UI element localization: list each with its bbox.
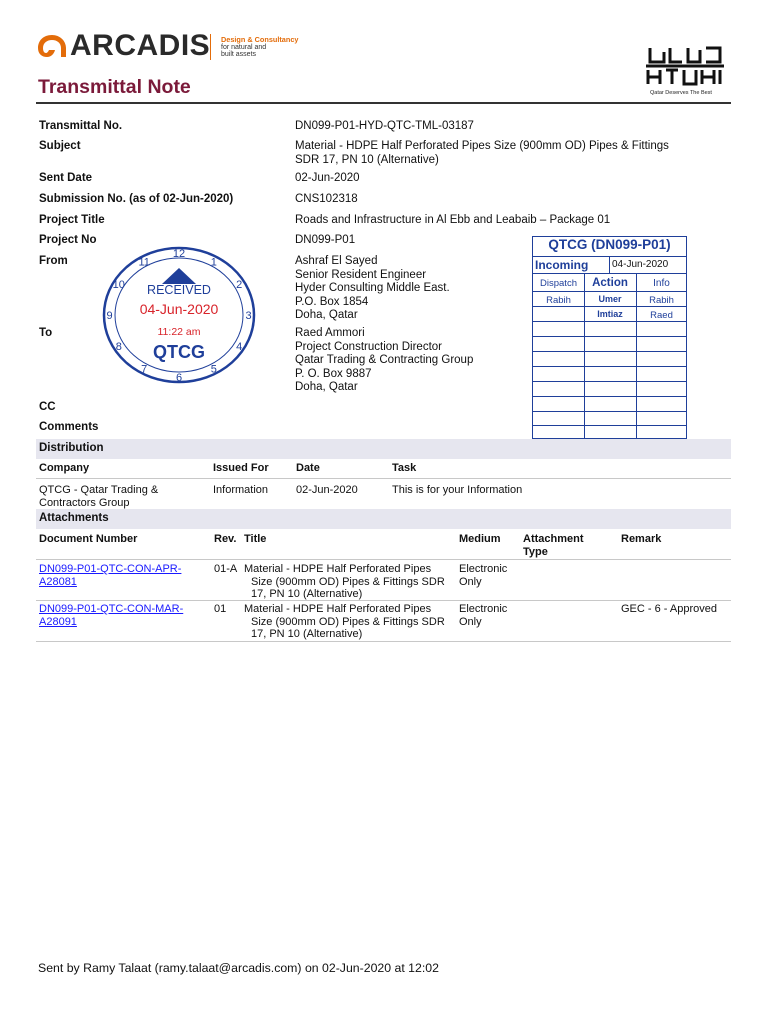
- logo-tagline: Design & Consultancy for natural and built assets: [221, 35, 299, 58]
- project-no-value: DN099-P01: [295, 234, 356, 246]
- qtcg-grid-line: [532, 306, 687, 307]
- stamp-dial-number: 6: [175, 372, 183, 384]
- attachment-doc-link[interactable]: DN099-P01-QTC-CON-APR- A28081: [39, 563, 182, 588]
- logo-divider: [210, 34, 211, 60]
- distribution-heading: Distribution: [39, 442, 104, 454]
- from-value: Ashraf El Sayed Senior Resident Engineer Hyder Consulting Middle East. P.O. Box 1854 Doha, Qatar: [295, 255, 450, 322]
- stamp-dial-number: 12: [172, 248, 186, 260]
- col-rev: Rev.: [214, 533, 237, 545]
- to-value: Raed Ammori Project Construction Director Qatar Trading & Contracting Group P. O. Box 9887 Doha, Qatar: [295, 327, 474, 394]
- attachments-band: [36, 509, 731, 529]
- info-header: Info: [653, 278, 670, 289]
- action-cell: Umer: [598, 294, 622, 304]
- attachments-heading: Attachments: [39, 512, 109, 524]
- stamp-dial-number: 7: [141, 363, 148, 376]
- stamp-dial-number: 9: [106, 310, 113, 322]
- col-issued-for: Issued For: [213, 462, 269, 474]
- footer-sent-by: Sent by Ramy Talaat (ramy.talaat@arcadis.com) on 02-Jun-2020 at 12:02: [38, 961, 439, 975]
- stamp-dial-number: 11: [138, 256, 150, 269]
- transmittal-no-label: Transmittal No.: [39, 120, 123, 132]
- attachment-rev: 01-A: [214, 563, 238, 575]
- qtcg-box-title: QTCG (DN099-P01): [548, 237, 671, 252]
- to-label: To: [39, 327, 53, 339]
- stamp-dial-number: 5: [210, 363, 217, 376]
- incoming-date: 04-Jun-2020: [612, 259, 669, 270]
- qtcg-grid-line: [532, 381, 687, 382]
- attachment-medium: Electronic Only: [459, 563, 508, 588]
- table-divider: [36, 641, 731, 642]
- qtcg-grid-line: [532, 366, 687, 367]
- attachment-medium: Electronic Only: [459, 603, 508, 628]
- info-cell: Raed: [650, 310, 673, 321]
- qtcg-grid-line: [532, 351, 687, 352]
- received-stamp: [100, 244, 258, 386]
- action-cell: Imtiaz: [597, 309, 623, 319]
- stamp-dial-number: 1: [210, 256, 217, 269]
- dispatch-header: Dispatch: [540, 278, 577, 289]
- from-label: From: [39, 255, 68, 267]
- cc-label: CC: [39, 401, 56, 413]
- col-task: Task: [392, 462, 417, 474]
- qtcg-grid-line: [532, 291, 687, 292]
- distribution-company: QTCG - Qatar Trading & Contractors Group: [39, 484, 159, 509]
- header-rule: [36, 102, 731, 104]
- stamp-dial-number: 10: [112, 279, 125, 291]
- comments-label: Comments: [39, 421, 99, 433]
- attachment-doc-link[interactable]: DN099-P01-QTC-CON-MAR- A28091: [39, 603, 184, 628]
- project-title-value: Roads and Infrastructure in Al Ebb and Leabaib – Package 01: [295, 214, 611, 226]
- arcadis-logo-icon: [36, 33, 68, 59]
- attachment-remark: GEC - 6 - Approved: [621, 603, 717, 615]
- attachment-title: Material - HDPE Half Perforated Pipes Size (900mm OD) Pipes & Fittings SDR 17, PN 10 (Alternative): [244, 563, 445, 600]
- table-divider: [36, 559, 731, 560]
- qtcg-grid-line: [532, 336, 687, 337]
- stamp-dial-number: 4: [236, 341, 243, 353]
- qtcg-grid-line: [532, 425, 687, 426]
- col-attachment-type: Attachment Type: [523, 533, 584, 558]
- stamp-triangle-icon: [162, 268, 196, 284]
- transmittal-no-value: DN099-P01-HYD-QTC-TML-03187: [295, 120, 474, 132]
- submission-no-label: Submission No. (as of 02-Jun-2020): [39, 193, 234, 205]
- submission-no-value: CNS102318: [295, 193, 358, 205]
- distribution-task: This is for your Information: [392, 484, 523, 496]
- subject-label: Subject: [39, 140, 81, 152]
- ashghal-logo-icon: [640, 44, 728, 88]
- subject-value: Material - HDPE Half Perforated Pipes Size (900mm OD) Pipes & Fittings SDR 17, PN 10 (Alternative): [295, 140, 669, 166]
- col-remark: Remark: [621, 533, 662, 545]
- distribution-date: 02-Jun-2020: [296, 484, 358, 496]
- col-title: Title: [244, 533, 267, 545]
- table-divider: [36, 600, 731, 601]
- stamp-dial-number: 8: [115, 341, 122, 353]
- info-cell: Rabih: [649, 295, 674, 306]
- qtcg-grid-line: [532, 411, 687, 412]
- ashghal-tagline: Qatar Deserves The Best: [650, 90, 712, 96]
- incoming-label: Incoming: [535, 258, 589, 272]
- col-date: Date: [296, 462, 320, 474]
- col-document-number: Document Number: [39, 533, 138, 545]
- qtcg-grid-line: [609, 256, 610, 273]
- sent-date-label: Sent Date: [39, 172, 93, 184]
- qtcg-grid-line: [532, 321, 687, 322]
- page-title: Transmittal Note: [38, 76, 191, 98]
- table-divider: [36, 478, 731, 479]
- col-company: Company: [39, 462, 90, 474]
- stamp-received: RECEIVED: [147, 283, 211, 297]
- stamp-time: 11:22 am: [157, 326, 201, 338]
- action-header: Action: [592, 277, 628, 289]
- distribution-band: [36, 439, 731, 459]
- stamp-org: QTCG: [153, 342, 205, 362]
- distribution-issued-for: Information: [213, 484, 269, 496]
- stamp-dial-number: 3: [245, 310, 252, 322]
- stamp-dial-number: 2: [236, 279, 243, 291]
- dispatch-cell: Rabih: [546, 295, 571, 306]
- stamp-date: 04-Jun-2020: [139, 301, 219, 317]
- attachment-title: Material - HDPE Half Perforated Pipes Size (900mm OD) Pipes & Fittings SDR 17, PN 10 (Alternative): [244, 603, 445, 640]
- project-title-label: Project Title: [39, 214, 105, 226]
- logo-wordmark: ARCADIS: [70, 29, 211, 62]
- attachment-rev: 01: [214, 603, 227, 615]
- col-medium: Medium: [459, 533, 501, 545]
- qtcg-grid-line: [532, 273, 687, 274]
- qtcg-grid-line: [532, 396, 687, 397]
- sent-date-value: 02-Jun-2020: [295, 172, 360, 184]
- project-no-label: Project No: [39, 234, 97, 246]
